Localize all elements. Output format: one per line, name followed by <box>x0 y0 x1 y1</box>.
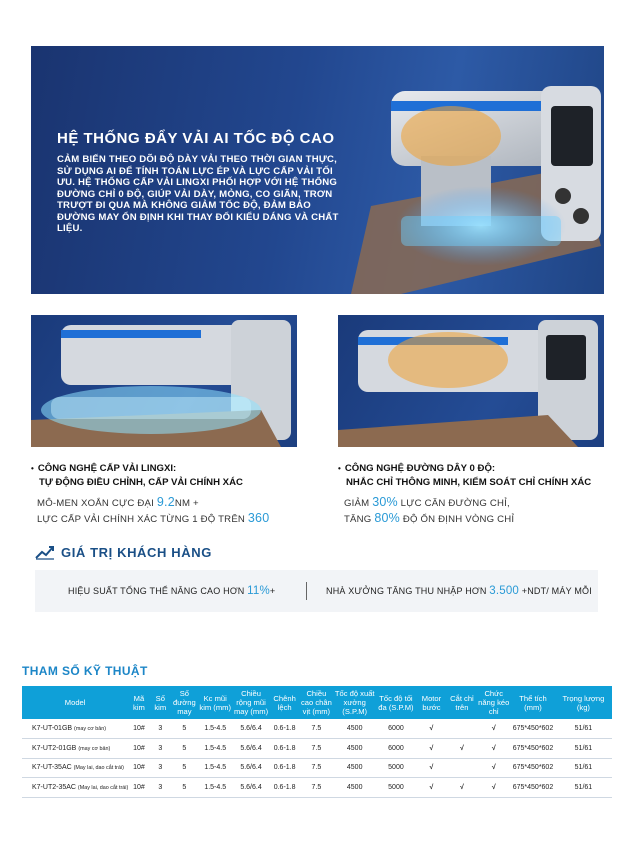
feeding-system-image <box>31 315 297 447</box>
check-icon: √ <box>415 758 447 778</box>
col-header: Tốc độ xuất xưởng (S.P.M) <box>333 686 377 719</box>
spec-title: THAM SỐ KỸ THUẬT <box>22 664 148 678</box>
feature-thread: • CÔNG NGHỆ ĐƯỜNG DÂY 0 ĐỘ: NHẮC CHỈ THÔNG MINH, KIỂM SOÁT CHỈ CHÍNH XÁC GIẢM 30% LỰC CĂN ĐƯỜNG CHỈ, TĂNG 80% ĐỘ ỔN ĐỊNH VÒNG CHỈ <box>338 463 592 525</box>
col-header: Chiều cao chân vịt (mm) <box>300 686 333 719</box>
check-icon: √ <box>476 778 511 798</box>
table-row: K7-UT-01GB (may cơ bản) 10# 3 5 1.5-4.5 5.6/6.4 0.6-1.8 7.5 4500 6000 √ √ 675*450*602 51/61 <box>22 719 612 739</box>
feature-feeding: • CÔNG NGHỆ CẤP VẢI LINGXI: TỰ ĐỘNG ĐIỀU CHỈNH, CẤP VẢI CHÍNH XÁC MÔ-MEN XOẮN CỰC ĐẠI 9.2NM + LỰC CẤP VẢI CHÍNH XÁC TỪNG 1 ĐỘ TRÊN 360 <box>31 463 270 525</box>
col-header: Model <box>22 686 128 719</box>
col-header: Cắt chỉ trên <box>448 686 477 719</box>
bullet-icon: • <box>338 464 341 473</box>
customer-value-heading <box>35 544 212 560</box>
check-icon <box>448 758 477 778</box>
col-header: Trọng lượng (kg) <box>555 686 612 719</box>
col-header: Motor bước <box>415 686 447 719</box>
hero-title: HỆ THỐNG ĐẨY VẢI AI TỐC ĐỘ CAO <box>57 130 335 147</box>
spec-table <box>22 686 612 798</box>
col-header: Chênh lệch <box>269 686 299 719</box>
table-row: K7-UT-35AC (May lai, dao cắt trái) 10# 3 5 1.5-4.5 5.6/6.4 0.6-1.8 7.5 4500 5000 √ √ 675*450*602 51/61 <box>22 758 612 778</box>
check-icon: √ <box>448 739 477 759</box>
customer-value-band <box>35 570 598 612</box>
bullet-icon: • <box>31 464 34 473</box>
sewing-machine-image <box>331 46 604 294</box>
col-header: Số kim <box>150 686 171 719</box>
col-header: Chức năng kéo chỉ <box>476 686 511 719</box>
col-header: Mã kim <box>128 686 149 719</box>
table-row: K7-UT2-35AC (May lai, dao cắt trái) 10# 3 5 1.5-4.5 5.6/6.4 0.6-1.8 7.5 4500 5000 √ √ √ 675*450*602 51/61 <box>22 778 612 798</box>
customer-value-title: GIÁ TRỊ KHÁCH HÀNG <box>61 544 212 560</box>
check-icon: √ <box>415 719 447 739</box>
hero-banner <box>31 46 604 294</box>
thread-system-image <box>338 315 604 447</box>
check-icon: √ <box>476 758 511 778</box>
check-icon: √ <box>415 778 447 798</box>
income-value: NHÀ XƯỞNG TĂNG THU NHẬP HƠN 3.500 +NDT/ MÁY MỖI <box>326 585 592 597</box>
check-icon: √ <box>476 739 511 759</box>
col-header: Thể tích (mm) <box>511 686 555 719</box>
hero-description: CẢM BIẾN THEO DÕI ĐỘ DÀY VẢI THEO THỜI GIAN THỰC, SỬ DỤNG AI ĐỂ TÍNH TOÁN LỰC ÉP VÀ LỰC CẤP VẢI TỐI ƯU. HỆ THỐNG CẤP VẢI LINGXI PHỐI HỢP VỚI HỆ THỐNG ĐƯỜNG CHỈ 0 ĐỘ, GIÚP VẢI DÀY, MỎNG, CO GIÃN, TRƠN TRƯỢT ĐI QUA MÀ KHÔNG GIẢM TỐC ĐỘ, ĐẢM BẢO ĐƯỜNG MAY ỔN ĐỊNH KHI THAY ĐỔI KIỂU DÁNG VÀ CHẤT LIỆU. <box>57 154 339 234</box>
divider <box>306 582 307 600</box>
check-icon: √ <box>448 778 477 798</box>
col-header: Kc mũi kim (mm) <box>198 686 233 719</box>
efficiency-value: HIỆU SUẤT TỔNG THỂ NÂNG CAO HƠN 11%+ <box>68 585 276 597</box>
col-header: Tốc độ tối đa (S.P.M) <box>376 686 415 719</box>
check-icon <box>448 719 477 739</box>
col-header: Số đường may <box>171 686 198 719</box>
table-row: K7-UT2-01GB (may cơ bản) 10# 3 5 1.5-4.5 5.6/6.4 0.6-1.8 7.5 4500 6000 √ √ √ 675*450*602 51/61 <box>22 739 612 759</box>
table-header-row <box>22 686 612 719</box>
check-icon: √ <box>415 739 447 759</box>
check-icon: √ <box>476 719 511 739</box>
trend-chart-icon <box>35 544 55 560</box>
col-header: Chiều rộng mũi may (mm) <box>233 686 270 719</box>
